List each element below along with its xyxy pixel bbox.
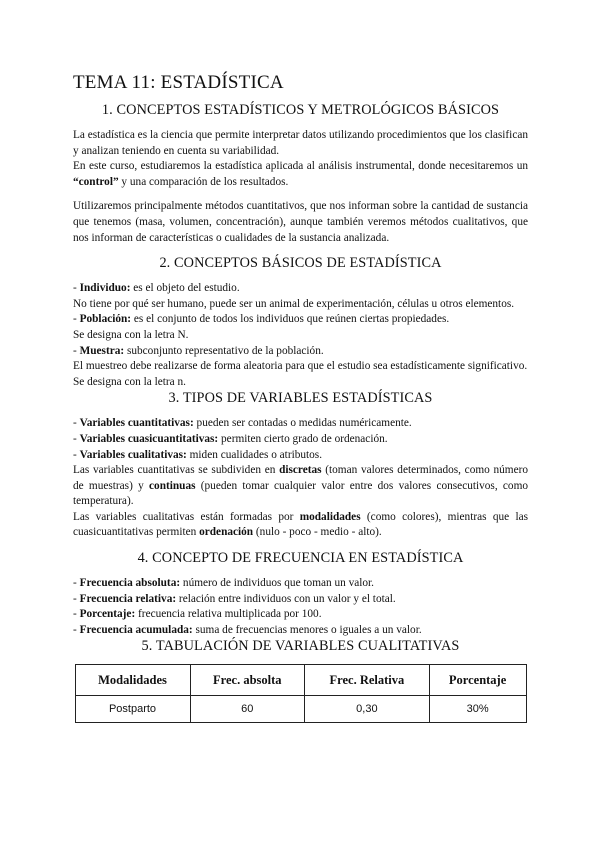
s3-p1-text-c: (toman valores determinados, como número de muestras) y xyxy=(73,464,528,492)
poblacion-note: Se designa con la letra N. xyxy=(73,328,189,341)
s1-p2-text-end: y una comparación de los resultados. xyxy=(118,175,289,188)
s1-p2-text: En este curso, estudiaremos la estadística aplicada al análisis instrumental, donde necesitaremos un xyxy=(73,160,528,173)
s1-paragraph-1: La estadística es la ciencia que permite interpretar datos utilizando procedimientos que los clasifican y analizan teniendo en cuenta su variabilidad. xyxy=(73,129,528,157)
frequency-item-2-text: relación entre individuos con un valor y el total. xyxy=(176,592,396,605)
frequency-item-2-label: Frecuencia relativa: xyxy=(79,592,177,605)
poblacion-definition: - Población: es el conjunto de todos los individuos que reúnen ciertas propiedades. xyxy=(73,313,450,326)
section-2-heading: 2. CONCEPTOS BÁSICOS DE ESTADÍSTICA xyxy=(159,255,442,272)
muestra-definition: - Muestra: subconjunto representativo de la población. xyxy=(73,344,324,357)
variable-type-3: - Variables cualitativas: miden cualidades o atributos. xyxy=(73,448,323,461)
poblacion-label: Población: xyxy=(79,313,132,326)
s1-p2-bold: “control” xyxy=(73,175,119,188)
table-header-cell: Frec. Relativa xyxy=(305,665,430,696)
s3-p2-text-a: Las variables cualitativas están formadas por xyxy=(73,510,300,523)
variable-type-1-label: Variables cuantitativas: xyxy=(79,417,194,430)
s3-p2-bold-modalidades: modalidades xyxy=(299,510,361,523)
frequency-item-4-label: Frecuencia acumulada: xyxy=(79,623,193,636)
frequency-item-4-text: suma de frecuencias menores o iguales a un valor. xyxy=(192,623,422,636)
table-cell: 0,30 xyxy=(305,696,430,723)
individuo-definition: - Individuo: es el objeto del estudio. xyxy=(73,282,240,295)
s3-p2-text-c: (como colores), mientras que las cuasicuantitativas permiten xyxy=(73,510,528,539)
table-cell: Postparto xyxy=(75,696,190,723)
document-content xyxy=(73,72,528,723)
frequency-item-3-label: Porcentaje: xyxy=(79,608,136,621)
frequency-item-3-text: frecuencia relativa multiplicada por 100. xyxy=(135,608,322,621)
s3-p1-text-a: Las variables cuantitativas se subdividen en xyxy=(73,464,280,477)
s3-p1-bold-discretas: discretas xyxy=(279,464,322,477)
table-header-cell: Frec. absolta xyxy=(190,665,305,696)
s3-p2-bold-ordenacion: ordenación xyxy=(199,526,254,539)
table-cell: 30% xyxy=(429,696,526,723)
section-1-heading: 1. CONCEPTOS ESTADÍSTICOS Y METROLÓGICOS BÁSICOS xyxy=(101,102,500,118)
s3-paragraph-1 xyxy=(73,463,528,510)
s3-p1-text-e: (pueden tomar cualquier valor entre dos valores consecutivos, como temperatura). xyxy=(73,479,529,508)
muestra-text: subconjunto representativo de la población. xyxy=(124,344,324,357)
s1-paragraph-2 xyxy=(73,159,528,190)
qualitative-variables-table xyxy=(75,664,527,723)
section-4-heading: 4. CONCEPTO DE FRECUENCIA EN ESTADÍSTICA xyxy=(137,550,464,567)
muestra-note-2: Se designa con la letra n. xyxy=(73,375,186,388)
s3-paragraph-2 xyxy=(73,510,528,541)
variable-type-2: - Variables cuasicuantitativas: permiten cierto grado de ordenación. xyxy=(73,432,388,445)
frequency-item-3: - Porcentaje: frecuencia relativa multiplicada por 100. xyxy=(73,608,322,621)
table-cell: 60 xyxy=(190,696,305,723)
variable-type-2-text: permiten cierto grado de ordenación. xyxy=(218,432,388,445)
variable-type-3-text: miden cualidades o atributos. xyxy=(186,448,323,461)
s1-paragraph-3: Utilizaremos principalmente métodos cuantitativos, que nos informan sobre la cantidad de sustancia que tenemos (masa, volumen, concentración), aunque también veremos métodos cualitativos, que nos informan de características o cualidades de la sustancia analizada. xyxy=(73,200,528,244)
table-header-cell: Modalidades xyxy=(75,665,190,696)
table-row xyxy=(75,696,526,723)
muestra-note: El muestreo debe realizarse de forma aleatoria para que el estudio sea estadísticamente significativo. xyxy=(73,360,528,373)
page-title: TEMA 11: ESTADÍSTICA xyxy=(73,72,284,93)
variable-type-2-label: Variables cuasicuantitativas: xyxy=(79,432,219,445)
frequency-item-1: - Frecuencia absoluta: número de individuos que toman un valor. xyxy=(73,577,375,590)
poblacion-text: es el conjunto de todos los individuos que reúnen ciertas propiedades. xyxy=(131,313,450,326)
frequency-item-4: - Frecuencia acumulada: suma de frecuencias menores o iguales a un valor. xyxy=(73,623,422,636)
s3-p2-text-e: (nulo - poco - medio - alto). xyxy=(253,526,382,539)
table-header-cell: Porcentaje xyxy=(429,665,526,696)
variable-type-3-label: Variables cualitativas: xyxy=(79,448,187,461)
frequency-item-2: - Frecuencia relativa: relación entre individuos con un valor y el total. xyxy=(73,592,396,605)
individuo-note: No tiene por qué ser humano, puede ser un animal de experimentación, células u otros elementos. xyxy=(73,297,515,310)
individuo-label: Individuo: xyxy=(79,282,131,295)
frequency-item-1-text: número de individuos que toman un valor. xyxy=(180,577,375,590)
s3-p1-bold-continuas: continuas xyxy=(149,479,196,492)
muestra-label: Muestra: xyxy=(79,344,125,357)
variable-type-1-text: pueden ser contadas o medidas numéricamente. xyxy=(193,417,412,430)
section-3-heading: 3. TIPOS DE VARIABLES ESTADÍSTICAS xyxy=(168,390,433,407)
section-5-heading: 5. TABULACIÓN DE VARIABLES CUALITATIVAS xyxy=(141,638,460,655)
individuo-text: es el objeto del estudio. xyxy=(130,282,240,295)
frequency-item-1-label: Frecuencia absoluta: xyxy=(79,577,181,590)
table-header-row xyxy=(75,665,526,696)
variable-type-1: - Variables cuantitativas: pueden ser contadas o medidas numéricamente. xyxy=(73,417,412,430)
